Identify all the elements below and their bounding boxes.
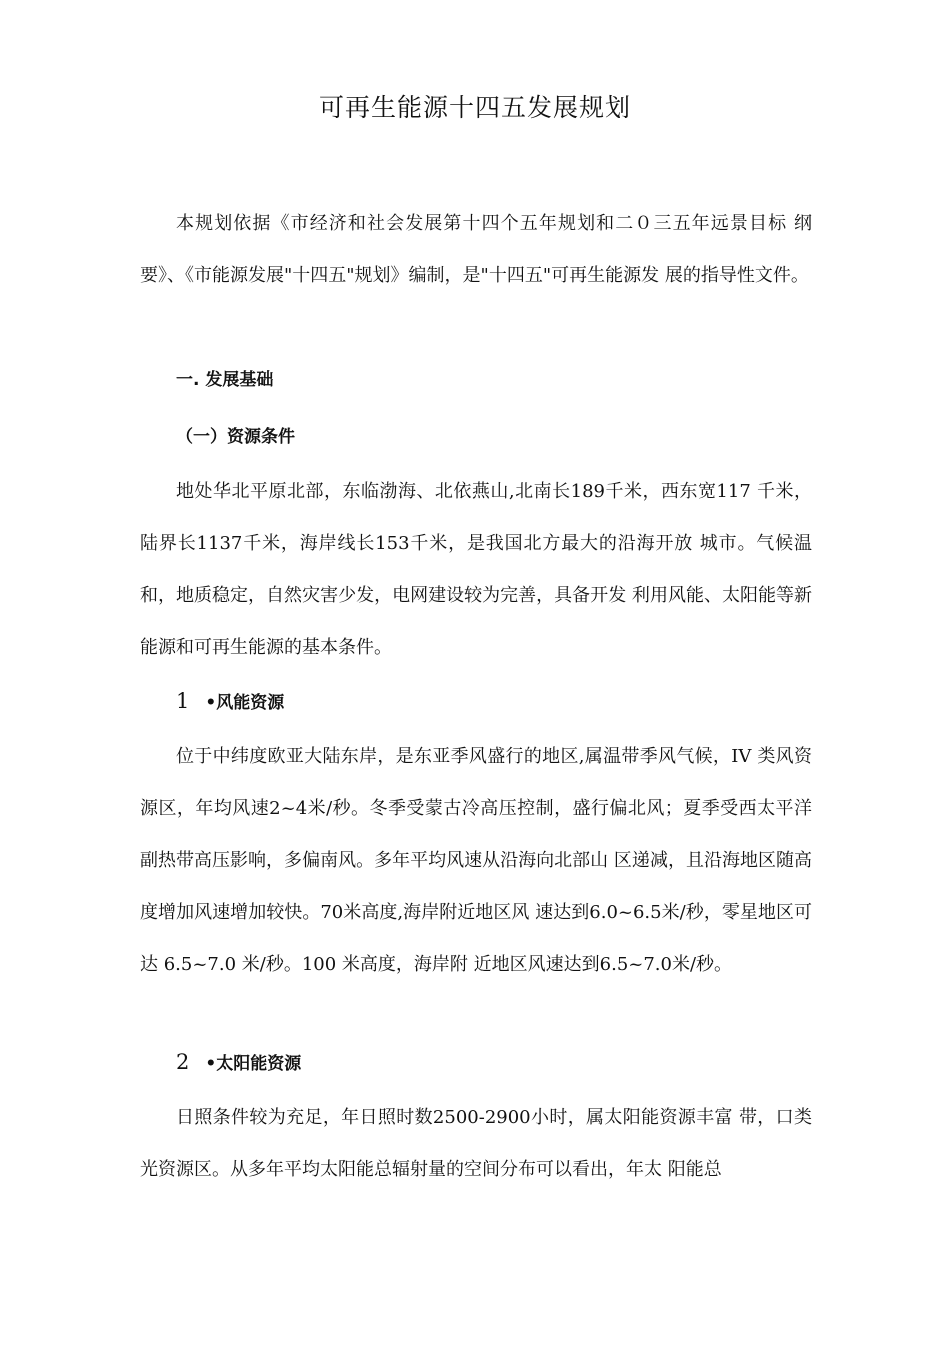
section-heading-development-basis: 一. 发展基础 [176,370,274,390]
heading-wind-resources [176,686,284,718]
heading-number: 2 [176,1050,190,1074]
wind-paragraph: 位于中纬度欧亚大陆东岸，是东亚季风盛行的地区,属温带季风气候，IV 类风资源区，年均风速2~4米/秒。冬季受蒙古冷高压控制，盛行偏北风；夏季受西太平洋副热带高压影响，多偏南风。多年平均风速从沿海向北部山 区递减，且沿海地区随高度增加风速增加较快。70米高度,海岸附近地区风 速达到6.0~6.5米/秒，零星地区可达 6.5~7.0 米/秒。100 米高度，海岸附 近地区风速达到6.5~7.0米/秒。 [140,746,812,975]
subsection-heading-resource-conditions: （一）资源条件 [176,427,295,447]
heading-number: 1 [176,689,190,713]
solar-paragraph: 日照条件较为充足，年日照时数2500-2900小时，属太阳能资源丰富 带，口类光资源区。从多年平均太阳能总辐射量的空间分布可以看出，年太 阳能总 [140,1107,812,1180]
heading-label: •太阳能资源 [205,1054,302,1074]
resource-paragraph: 地处华北平原北部，东临渤海、北依燕山,北南长189千米，西东宽117 千米，陆界长1137千米，海岸线长153千米，是我国北方最大的沿海开放 城市。气候温和，地质稳定，自然灾害少发，电网建设较为完善，具备开发 利用风能、太阳能等新能源和可再生能源的基本条件。 [140,481,812,658]
intro-paragraph: 本规划依据《市经济和社会发展第十四个五年规划和二０三五年远景目标 纲要》、《市能源发展"十四五"规划》编制，是"十四五"可再生能源发 展的指导性文件。 [140,213,812,286]
document-title: 可再生能源十四五发展规划 [318,93,631,122]
heading-label: •风能资源 [205,693,285,713]
heading-solar-resources [176,1047,301,1079]
